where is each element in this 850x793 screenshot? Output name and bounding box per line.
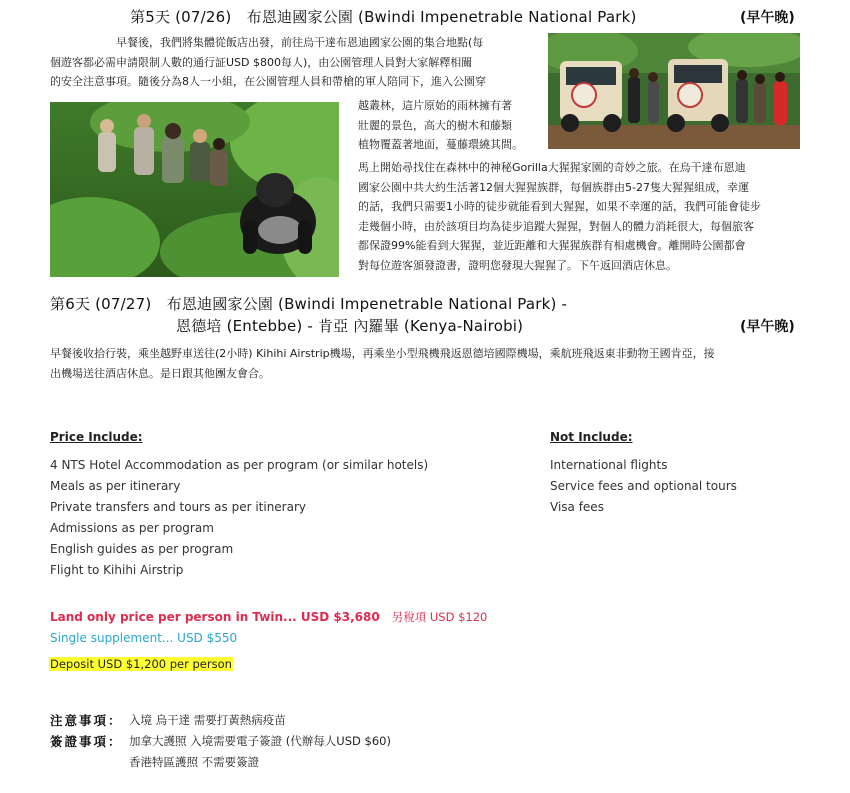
list-item: Meals as per itinerary (50, 479, 181, 493)
day5-mid-text (358, 96, 543, 155)
list-item: Private transfers and tours as per itinerary (50, 500, 307, 514)
list-item: Flight to Kihihi Airstrip (50, 563, 184, 577)
list-item: Admissions as per program (50, 521, 214, 535)
visa-canada-text: 加拿大護照 入境需要電子簽證 (代辦每人USD $60) (129, 734, 391, 748)
day6-desc-line: 早餐後收拾行裝，乘坐越野車送往(2小時) Kihihi Airstrip機場，再乘坐小型飛機飛返恩德培國際機場，乘航班飛返東非動物王國肯亞，接 (50, 347, 715, 360)
list-item: International flights (550, 458, 668, 472)
day5-body-line: 對每位遊客頒發證書，證明您發現大猩猩了。下午返回酒店休息。 (358, 258, 677, 272)
day5-body-line: 都保證99%能看到大猩猩，並近距離和大猩猩族群有相處機會。離開時公園都會 (358, 239, 746, 252)
land-only-price-text: Land only price per person in Twin... USD $3,680 (50, 610, 380, 624)
day5-body-text (358, 158, 803, 275)
visa-hk-text: 香港特區護照 不需要簽證 (129, 755, 260, 769)
list-item: English guides as per program (50, 542, 234, 556)
deposit-highlight: Deposit USD $1,200 per person (50, 657, 232, 671)
list-item: Service fees and optional tours (550, 479, 737, 493)
day6-meals: (早午晚) (740, 319, 795, 335)
day6-title-line1: 第6天 (07/27) 布恩迪國家公園 (Bwindi Impenetrable National Park) - (50, 295, 568, 313)
day5-meals: (早午晚) (740, 10, 795, 26)
day5-intro-line: 個遊客都必需申請限制人數的通行証USD $800每人)，由公園管理人員對大家解釋相關 (50, 55, 473, 69)
day5-mid-line: 越叢林，這片原始的雨林擁有著 (358, 99, 512, 112)
day5-intro-line: 的安全注意事項。隨後分為8人一小組，在公園管理人員和帶槍的軍人陪同下，進入公園穿 (50, 75, 486, 88)
day5-body-line: 馬上開始尋找住在森林中的神秘Gorilla大猩猩家園的奇妙之旅。在烏干達布恩迪 (358, 161, 746, 174)
safari-vehicle-photo (548, 33, 800, 149)
day5-intro (50, 33, 542, 92)
single-supplement: Single supplement... USD $550 (50, 631, 238, 645)
not-include-list (550, 455, 737, 518)
price-include-heading: Price Include: (50, 430, 143, 444)
safari-vehicle-photo-image (548, 33, 800, 149)
not-include-heading: Not Include: (550, 430, 633, 444)
day5-body-line: 的話，我們只需要1小時的徒步就能看到大猩猩，如果不幸運的話，我們可能會徒步 (358, 200, 761, 213)
tax-text: 另稅項 USD $120 (391, 610, 488, 624)
day5-intro-line: 早餐後，我們將集體從飯店出發，前往烏干達布恩迪國家公園的集合地點(每 (50, 36, 484, 49)
notes-label: 注意事項： (50, 713, 123, 728)
gorilla-photo-image (50, 102, 339, 277)
day5-body-line: 國家公園中共大約生活著12個大猩猩族群，每個族群由5-27隻大猩猩組成，幸運 (358, 180, 749, 194)
day5-mid-line: 壯麗的景色，高大的樹木和藤類 (358, 118, 512, 132)
gorilla-photo (50, 102, 339, 277)
day6-desc-line: 出機場送往酒店休息。是日跟其他團友會合。 (50, 366, 270, 380)
list-item: 4 NTS Hotel Accommodation as per program (or similar hotels) (50, 458, 429, 472)
list-item: Visa fees (550, 500, 604, 514)
day6-title-line2: 恩德培 (Entebbe) - 肯亞 內羅畢 (Kenya-Nairobi) (176, 317, 524, 335)
day5-mid-line: 植物覆蓋著地面，蔓藤環繞其間。 (358, 138, 523, 151)
price-include-list (50, 455, 428, 581)
notes-text: 入境 烏干達 需要打黃熱病疫苗 (129, 713, 286, 727)
day5-body-line: 走幾個小時，由於該項目均為徒步追蹤大猩猩，對個人的體力消耗很大，每個旅客 (358, 219, 754, 233)
visa-label: 簽證事項： (50, 734, 123, 749)
day5-title: 第5天 (07/26) 布恩迪國家公園 (Bwindi Impenetrable National Park) (130, 8, 637, 26)
day6-description (50, 344, 810, 383)
land-only-price (50, 609, 487, 625)
